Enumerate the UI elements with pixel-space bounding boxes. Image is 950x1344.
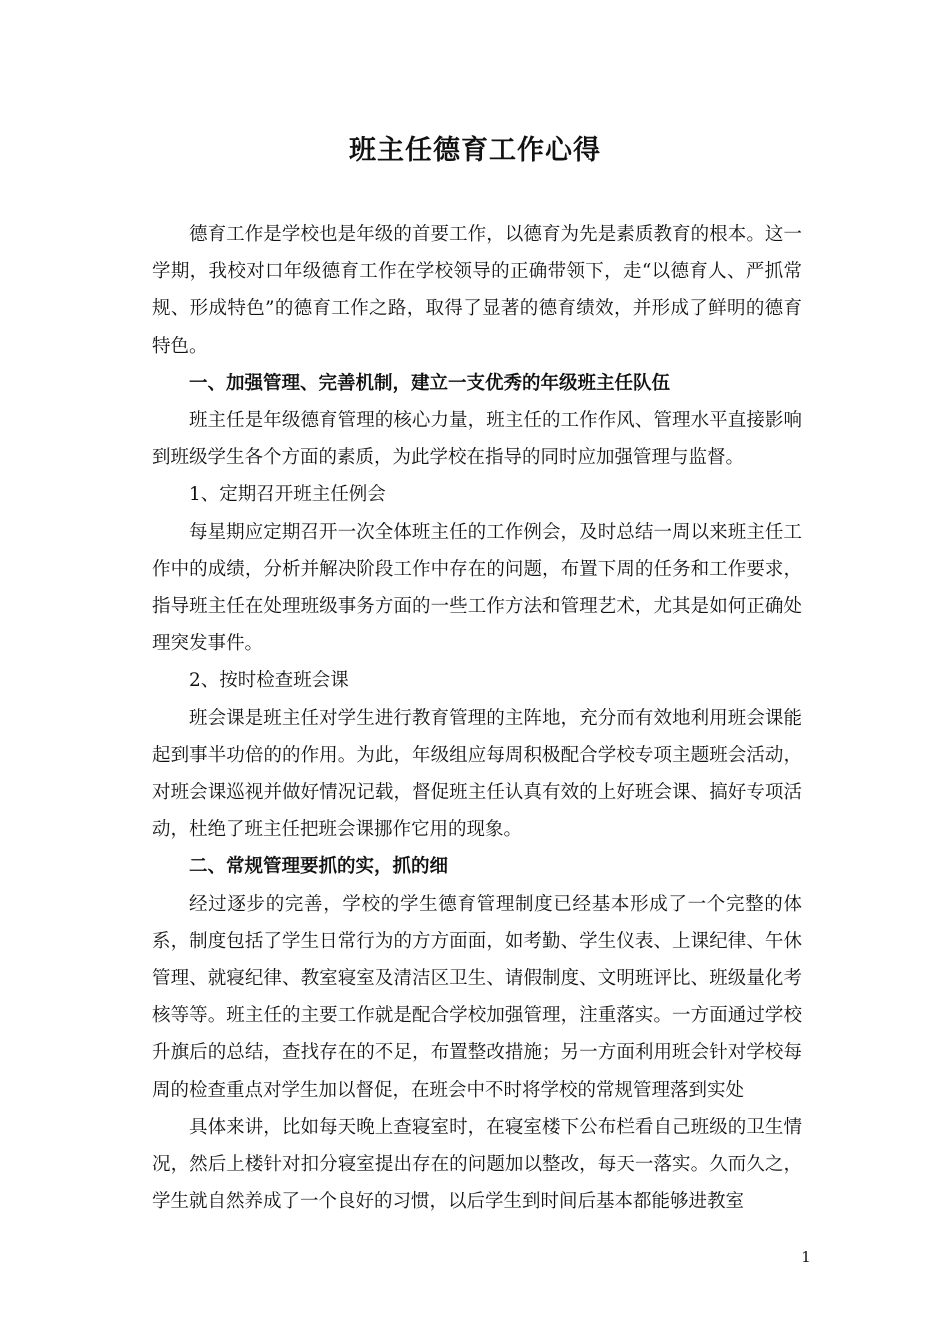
section-heading-2: 二、常规管理要抓的实，抓的细 xyxy=(189,856,449,878)
section-heading-1: 一、加强管理、完善机制，建立一支优秀的年级班主任队伍 xyxy=(189,372,671,394)
document-body xyxy=(152,216,802,1220)
subheading-1: 1、定期召开班主任例会 xyxy=(189,484,386,506)
paragraph: 每星期应定期召开一次全体班主任的工作例会，及时总结一周以来班主任工作中的成绩，分析并解决阶段工作中存在的问题，布置下周的任务和工作要求，指导班主任在处理班级事务方面的一些工作方法和管理艺术，尤其是如何正确处理突发事件。 xyxy=(152,521,802,655)
paragraph: 经过逐步的完善，学校的学生德育管理制度已经基本形成了一个完整的体系，制度包括了学生日常行为的方方面面，如考勤、学生仪表、上课纪律、午休管理、就寝纪律、教室寝室及清洁区卫生、请假制度、文明班评比、班级量化考核等等。班主任的主要工作就是配合学校加强管理，注重落实。一方面通过学校升旗后的总结，查找存在的不足，布置整改措施；另一方面利用班会针对学校每周的检查重点对学生加以督促，在班会中不时将学校的常规管理落到实处 xyxy=(152,893,802,1101)
paragraph: 具体来讲，比如每天晚上查寝室时，在寝室楼下公布栏看自己班级的卫生情况，然后上楼针对扣分寝室提出存在的问题加以整改，每天一落实。久而久之，学生就自然养成了一个良好的习惯，以后学生到时间后基本都能够进教室 xyxy=(152,1116,802,1213)
subheading-2: 2、按时检查班会课 xyxy=(189,670,349,692)
paragraph: 班主任是年级德育管理的核心力量，班主任的工作作风、管理水平直接影响到班级学生各个方面的素质，为此学校在指导的同时应加强管理与监督。 xyxy=(152,410,802,469)
paragraph-intro: 德育工作是学校也是年级的首要工作，以德育为先是素质教育的根本。这一学期，我校对口年级德育工作在学校领导的正确带领下，走“以德育人、严抓常规、形成特色”的德育工作之路，取得了显著的德育绩效，并形成了鲜明的德育特色。 xyxy=(152,224,802,357)
document-title: 班主任德育工作心得 xyxy=(349,135,601,166)
paragraph: 班会课是班主任对学生进行教育管理的主阵地，充分而有效地利用班会课能起到事半功倍的的作用。为此，年级组应每周积极配合学校专项主题班会活动，对班会课巡视并做好情况记载，督促班主任认真有效的上好班会课、搞好专项活动，杜绝了班主任把班会课挪作它用的现象。 xyxy=(152,707,802,841)
page-number: 1 xyxy=(801,1248,811,1266)
